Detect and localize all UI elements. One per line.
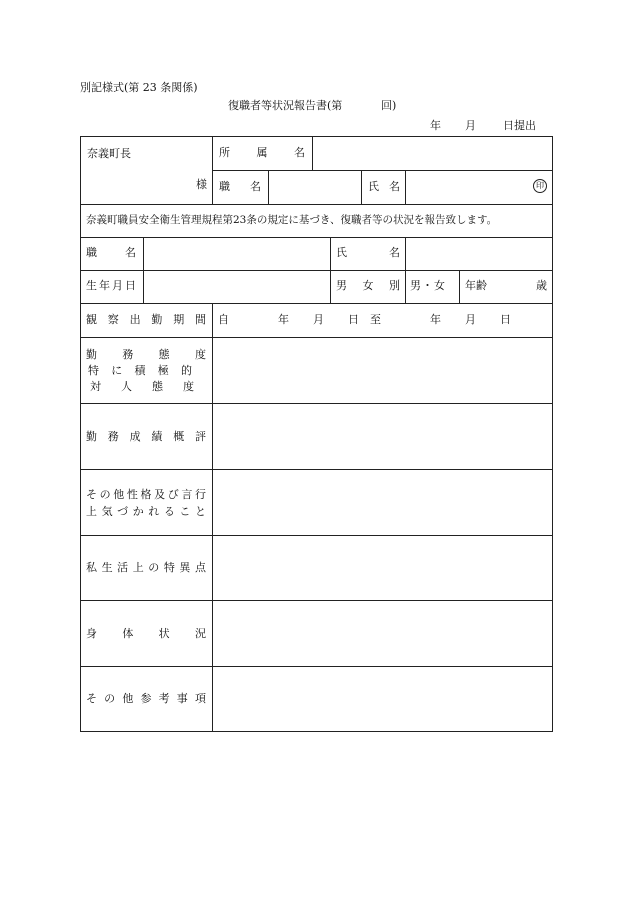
form-title: 復職者等状況報告書(第	[228, 99, 343, 112]
period-from-day: 日	[348, 313, 359, 326]
form-title-suffix: 回)	[381, 99, 397, 112]
performance-label: 勤 務 成 績 概 評	[86, 430, 206, 443]
private-life-label: 私 生 活 上 の 特 異 点	[86, 561, 206, 574]
submitter-position-label: 職 名	[219, 180, 261, 193]
submitter-position-field[interactable]	[269, 171, 361, 204]
form-reference: 別記様式(第 23 条関係)	[80, 81, 198, 94]
submitter-name-label: 氏 名	[368, 180, 400, 193]
gender-options[interactable]: 男・女	[410, 279, 446, 292]
observation-period-label: 観 察 出 勤 期 間	[86, 313, 206, 326]
period-to-month: 月	[465, 313, 476, 326]
other-notes-field[interactable]	[213, 667, 552, 731]
period-to-year: 年	[430, 313, 441, 326]
submission-day: 日提出	[503, 119, 536, 132]
report-statement: 奈義町職員安全衛生管理規程第23条の規定に基づき、復職者等の状況を報告致します。	[86, 214, 498, 226]
submitter-department-field[interactable]	[313, 137, 552, 170]
employee-position-field[interactable]	[144, 238, 330, 270]
period-to: 至	[370, 313, 381, 326]
addressee-name: 奈義町長	[87, 147, 131, 160]
period-from: 自	[218, 313, 229, 326]
performance-field[interactable]	[213, 404, 552, 469]
gender-label: 男 女 別	[336, 279, 400, 292]
period-from-year: 年	[278, 313, 289, 326]
age-label: 年齢	[465, 279, 487, 292]
period-to-day: 日	[500, 313, 511, 326]
employee-name-field[interactable]	[406, 238, 552, 270]
attitude-field[interactable]	[213, 338, 552, 403]
other-notes-label: そ の 他 参 考 事 項	[86, 692, 206, 705]
age-unit: 歳	[536, 279, 547, 292]
employee-name-label: 氏 名	[336, 246, 400, 259]
physical-condition-field[interactable]	[213, 601, 552, 666]
private-life-field[interactable]	[213, 536, 552, 600]
birthdate-field[interactable]	[144, 271, 330, 303]
submitter-department-label: 所 属 名	[219, 146, 305, 159]
period-from-month: 月	[313, 313, 324, 326]
seal-mark: 印	[533, 179, 547, 193]
employee-position-label: 職 名	[86, 246, 136, 259]
birthdate-label: 生年月日	[86, 279, 138, 292]
submission-year: 年	[430, 119, 441, 132]
submitter-name-field[interactable]	[406, 171, 552, 204]
other-traits-field[interactable]	[213, 470, 552, 535]
physical-condition-label: 身 体 状 況	[86, 627, 206, 640]
addressee-honorific: 様	[196, 178, 207, 191]
submission-month: 月	[465, 119, 476, 132]
